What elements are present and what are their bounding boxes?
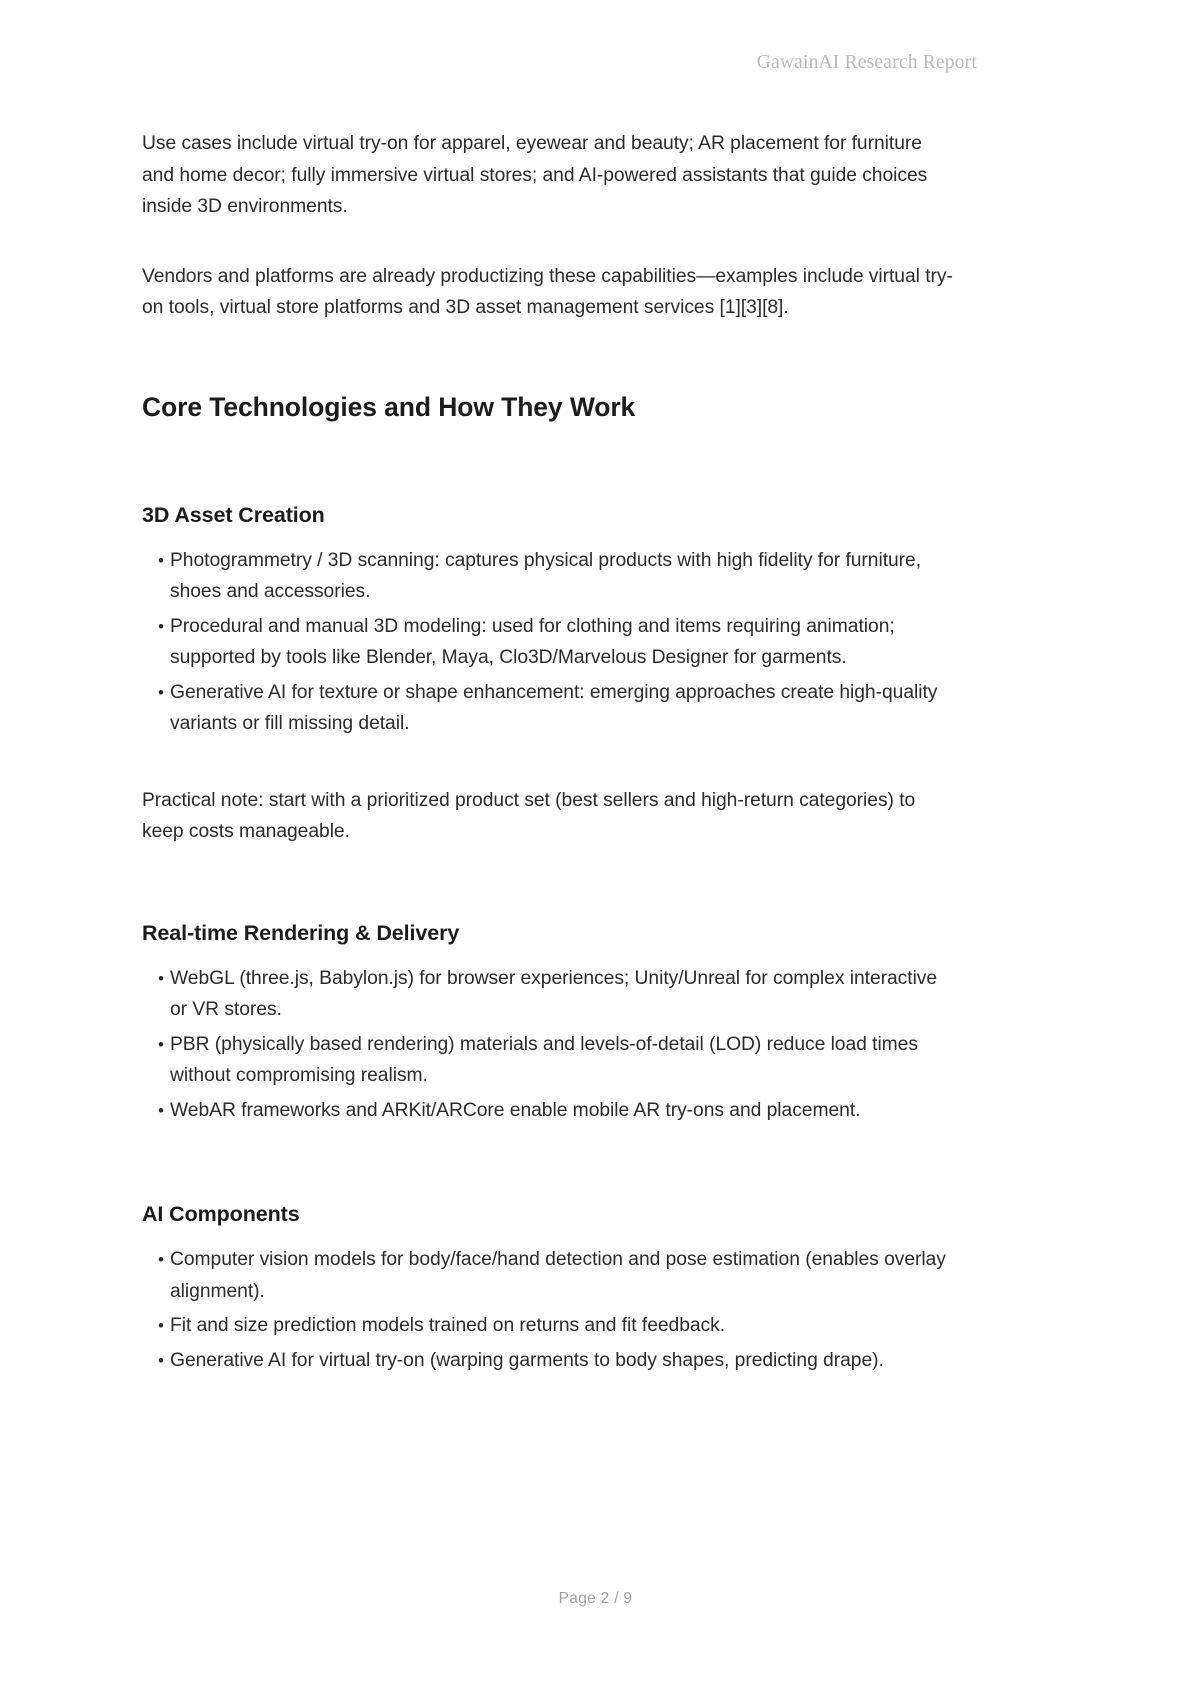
list-item-text: Computer vision models for body/face/hand detection and pose estimation (enables overlay alignment). xyxy=(170,1249,946,1302)
bullet-icon: • xyxy=(158,968,164,988)
subsection-heading: 3D Asset Creation xyxy=(142,502,325,527)
paragraph-vendors: Vendors and platforms are already productizing these capabilities—examples include virtual try-on tools, virtual store platforms and 3D asset management services [1][3][8]. xyxy=(142,265,953,318)
list-item-text: Generative AI for virtual try-on (warping garments to body shapes, predicting drape). xyxy=(170,1349,884,1371)
practical-note: Practical note: start with a prioritized product set (best sellers and high-return categories) to keep costs manageable. xyxy=(142,789,916,842)
bullet-icon: • xyxy=(158,1250,164,1269)
bullet-list xyxy=(142,1244,954,1376)
spacer xyxy=(142,424,954,501)
spacer xyxy=(142,848,954,919)
list-item-text: WebGL (three.js, Babylon.js) for browser experiences; Unity/Unreal for complex interactive or VR stores. xyxy=(170,967,938,1020)
list-item xyxy=(142,1244,954,1307)
list-item-text: PBR (physically based rendering) materials and levels-of-detail (LOD) reduce load times without compromising realism. xyxy=(170,1033,918,1086)
list-item xyxy=(142,611,954,674)
spacer xyxy=(142,1129,954,1200)
bullet-icon: • xyxy=(158,616,164,636)
bullet-icon: • xyxy=(158,1034,164,1054)
bullet-icon: • xyxy=(158,550,164,570)
subsection-heading: Real-time Rendering & Delivery xyxy=(142,920,460,945)
bullet-icon: • xyxy=(158,1100,164,1120)
bullet-icon: • xyxy=(158,1350,164,1370)
list-item xyxy=(142,1095,954,1127)
section-heading-core-technologies: Core Technologies and How They Work xyxy=(142,391,636,422)
list-item-text: Generative AI for texture or shape enhancement: emerging approaches create high-quality variants or fill missing detail. xyxy=(170,681,938,734)
bullet-icon: • xyxy=(158,682,164,702)
subsection-3d-asset-creation xyxy=(142,501,954,848)
list-item xyxy=(142,1310,954,1342)
running-header: GawainAI Research Report xyxy=(756,52,977,73)
list-item xyxy=(142,963,954,1026)
bullet-list xyxy=(142,545,954,740)
list-item xyxy=(142,1029,954,1092)
subsection-realtime-rendering xyxy=(142,919,954,1127)
list-item xyxy=(142,677,954,740)
list-item-text: Photogrammetry / 3D scanning: captures physical products with high fidelity for furniture, shoes and accessories. xyxy=(170,549,922,602)
page-content xyxy=(142,128,954,1379)
list-item-text: Procedural and manual 3D modeling: used for clothing and items requiring animation; supported by tools like Blender, Maya, Clo3D/Marvelous Designer for garments. xyxy=(170,615,895,668)
subsection-ai-components xyxy=(142,1200,954,1376)
list-item-text: Fit and size prediction models trained on returns and fit feedback. xyxy=(170,1315,726,1336)
bullet-icon: • xyxy=(158,1316,164,1335)
list-item-text: WebAR frameworks and ARKit/ARCore enable mobile AR try-ons and placement. xyxy=(170,1099,861,1121)
list-item xyxy=(142,1345,954,1377)
page-footer: Page 2 / 9 xyxy=(558,1590,633,1607)
list-item xyxy=(142,545,954,608)
subsection-heading: AI Components xyxy=(142,1202,300,1226)
bullet-list xyxy=(142,963,954,1127)
paragraph-use-cases: Use cases include virtual try-on for apparel, eyewear and beauty; AR placement for furniture and home decor; fully immersive virtual stores; and AI-powered assistants that guide choices inside 3D environments. xyxy=(142,133,928,217)
